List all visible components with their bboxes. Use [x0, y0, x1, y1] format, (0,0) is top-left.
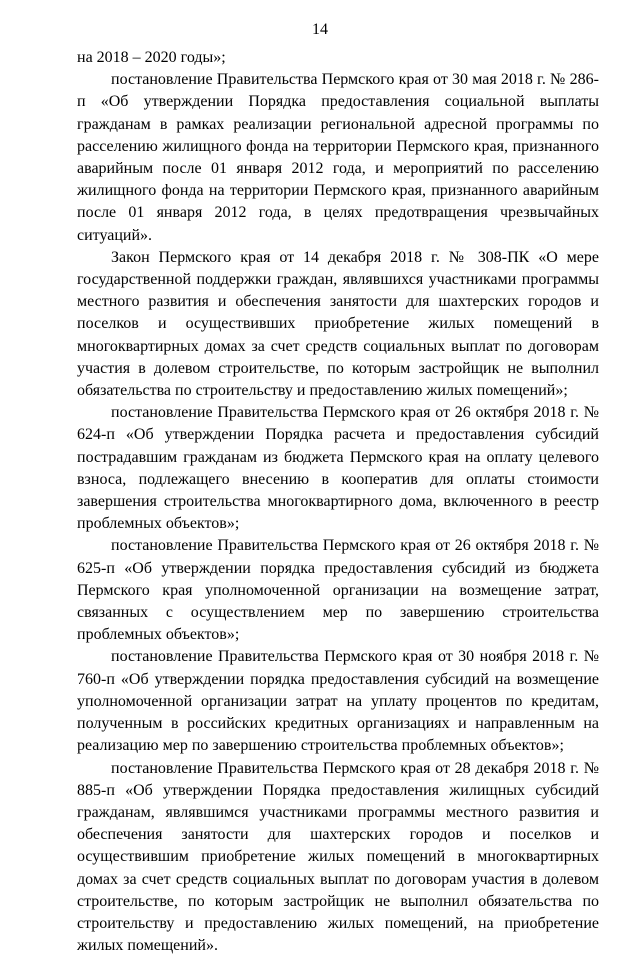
paragraph-decree-760: постановление Правительства Пермского края от 30 ноября 2018 г. № 760-п «Об утверждении порядка предоставления субсидий на возмещение уполномоченной организации затрат на уплату процентов по кредитам, полученным в российских кредитных организациях и направленным на реализацию мер по завершению строительства проблемных объектов»;: [77, 646, 599, 757]
paragraph-decree-624: постановление Правительства Пермского края от 26 октября 2018 г. № 624-п «Об утверждении Порядка расчета и предоставления субсидий пострадавшим гражданам из бюджета Пермского края на оплату целевого взноса, подлежащего внесению в кооператив для оплаты стоимости завершения строительства многоквартирного дома, включенного в реестр проблемных объектов»;: [77, 402, 599, 535]
paragraph-decree-885: постановление Правительства Пермского края от 28 декабря 2018 г. № 885-п «Об утверждении Порядка предоставления жилищных субсидий гражданам, являвшимся участниками программы местного развития и обеспечения занятости для шахтерских городов и поселков и осуществившим приобретение жилых помещений в многоквартирных домах за счет средств социальных выплат по договорам участия в долевом строительстве, по которым застройщик не выполнил обязательства по строительству и предоставлению жилых помещений, на приобретение жилых помещений».: [77, 758, 599, 957]
page-number: 14: [0, 20, 640, 40]
paragraph-decree-286: постановление Правительства Пермского края от 30 мая 2018 г. № 286-п «Об утверждении Порядка предоставления социальной выплаты гражданам в рамках реализации региональной адресной программы по расселению жилищного фонда на территории Пермского края, признанного аварийным после 01 января 2012 года, и мероприятий по расселению жилищного фонда на территории Пермского края, признанного аварийным после 01 января 2012 года, в целях предотвращения чрезвычайных ситуаций».: [77, 69, 599, 247]
paragraph-continuation: на 2018 – 2020 годы»;: [77, 47, 599, 69]
document-body: [77, 47, 599, 957]
paragraph-decree-625: постановление Правительства Пермского края от 26 октября 2018 г. № 625-п «Об утверждении порядка предоставления субсидий из бюджета Пермского края уполномоченной организации на возмещение затрат, связанных с осуществлением мер по завершению строительства проблемных объектов»;: [77, 535, 599, 646]
paragraph-law-308: Закон Пермского края от 14 декабря 2018 г. № 308-ПК «О мере государственной поддержки граждан, являвшихся участниками программы местного развития и обеспечения занятости для шахтерских городов и поселков и осуществивших приобретение жилых помещений в многоквартирных домах за счет средств социальных выплат по договорам участия в долевом строительстве, по которым застройщик не выполнил обязательства по строительству и предоставлению жилых помещений»;: [77, 247, 599, 402]
